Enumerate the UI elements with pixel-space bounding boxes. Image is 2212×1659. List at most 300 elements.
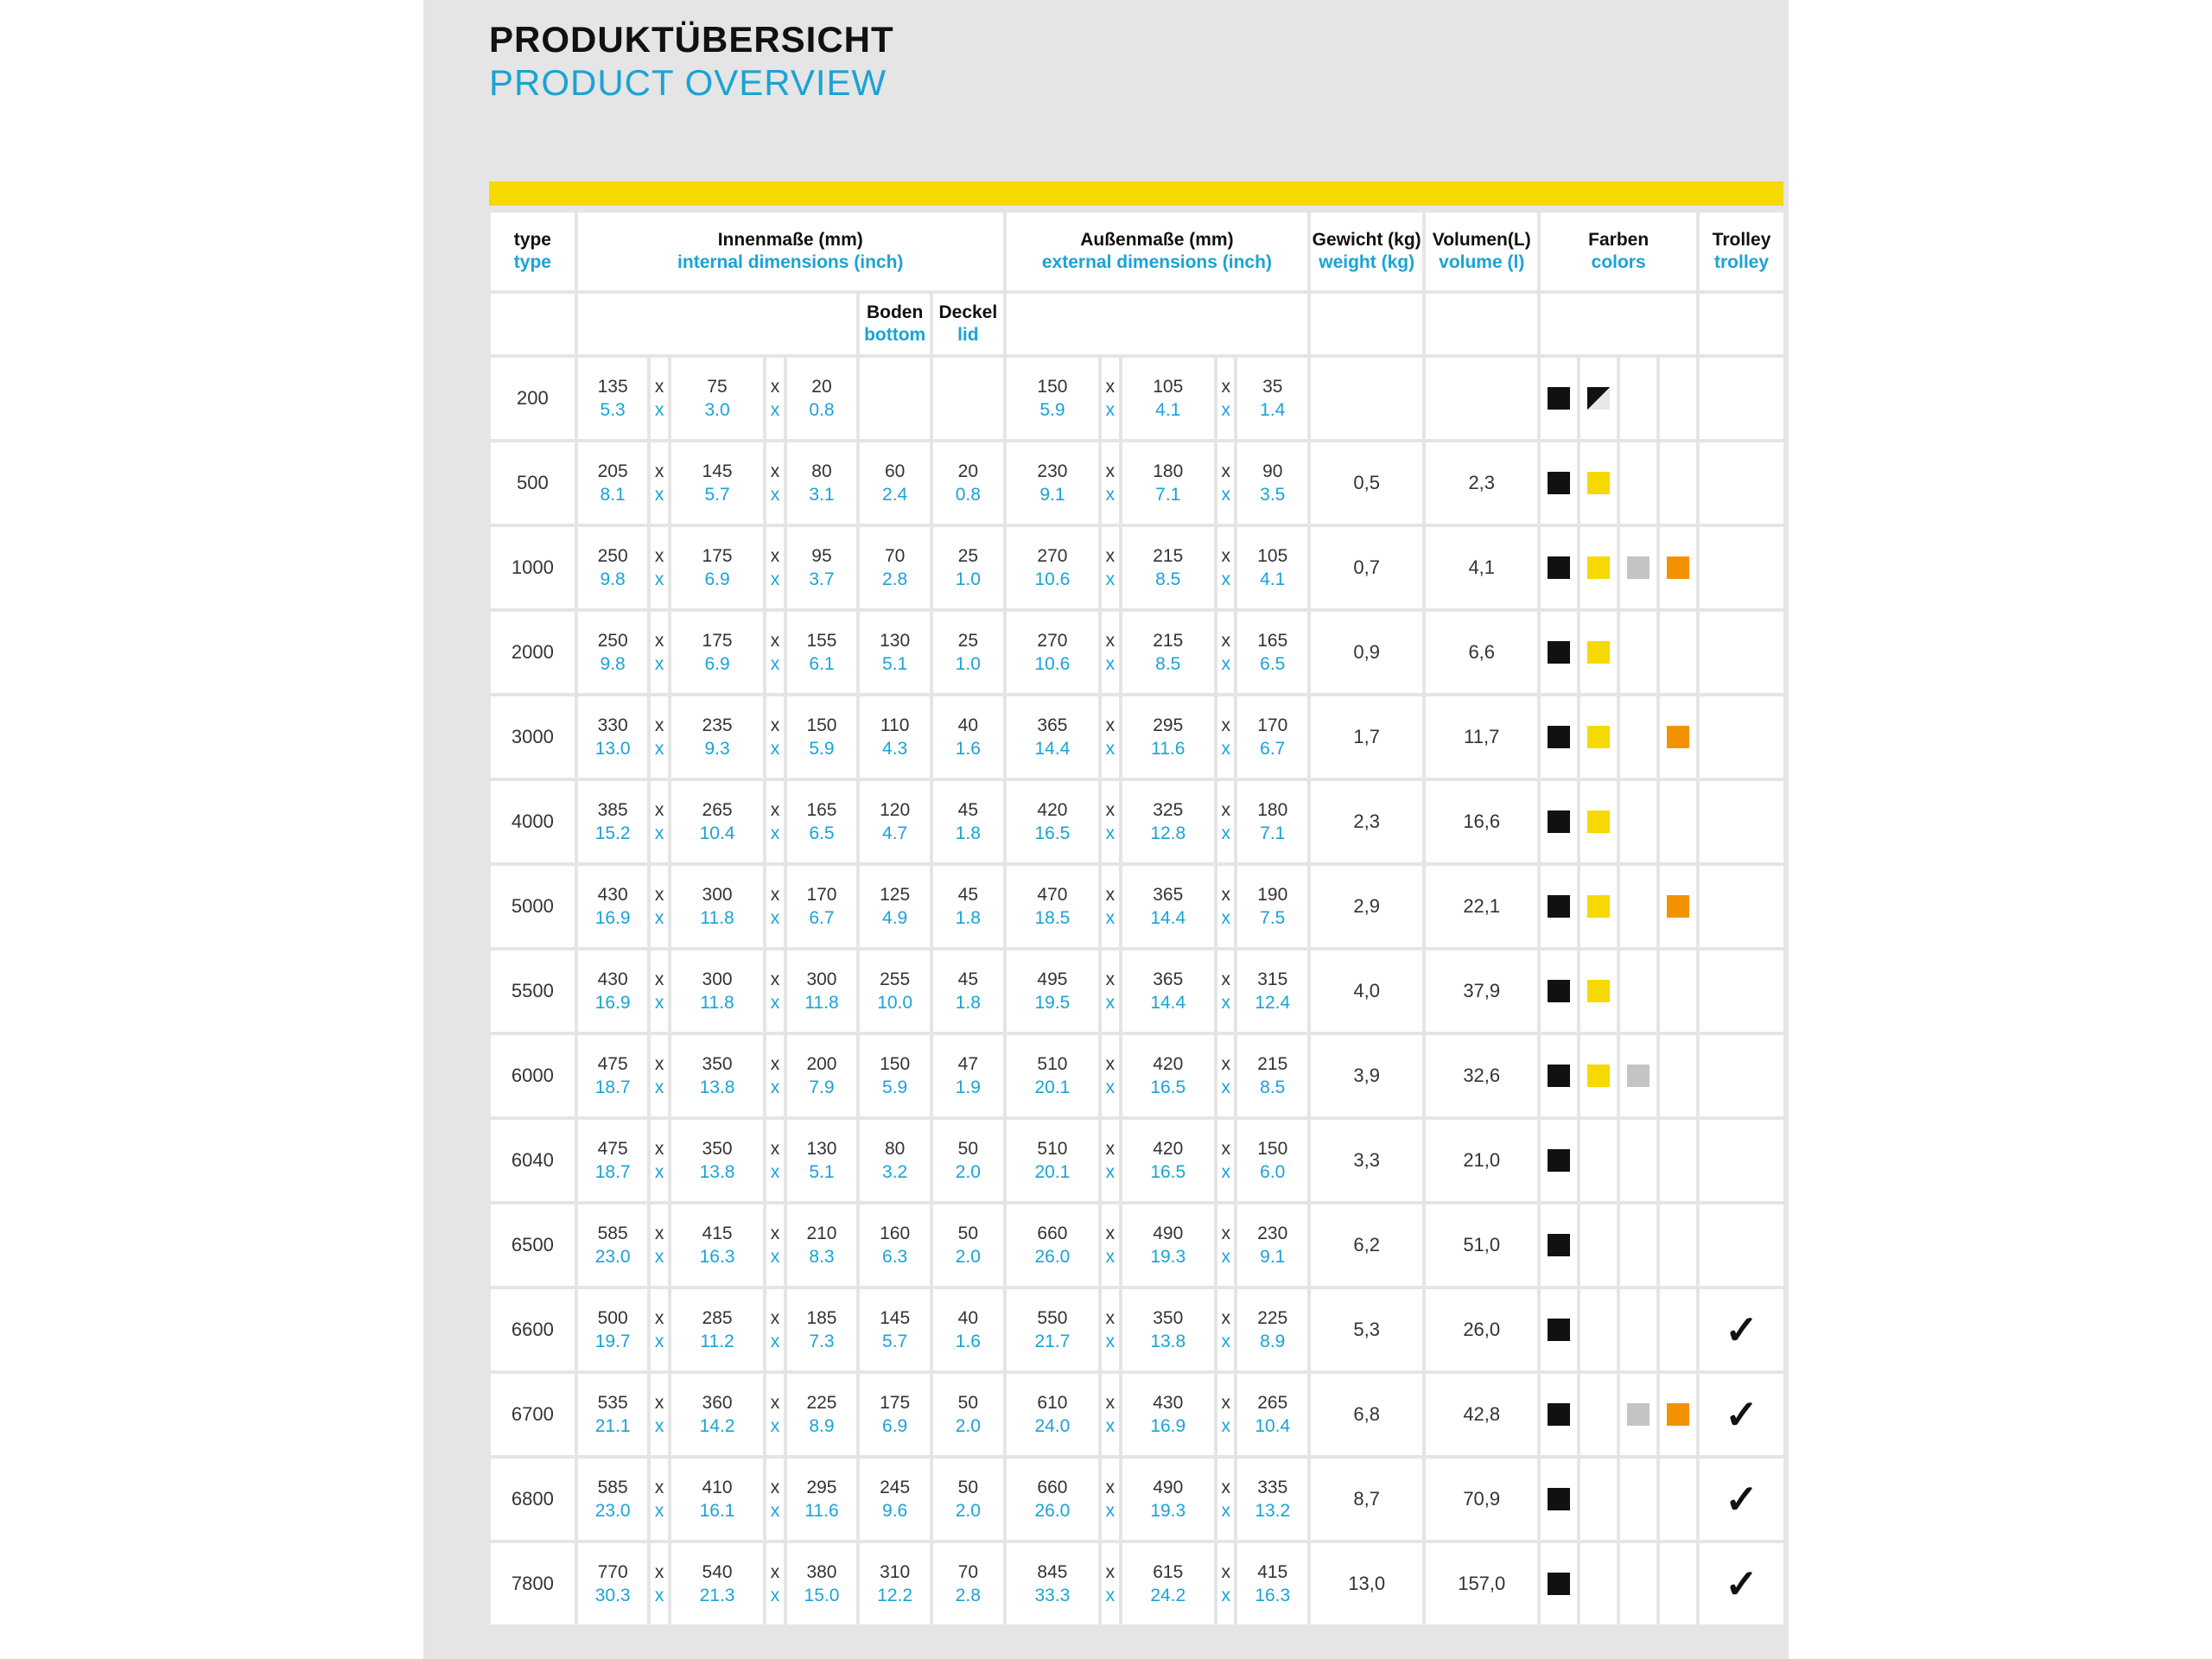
type-cell: 6040 [491, 1120, 575, 1201]
color-swatch-orange [1667, 556, 1689, 579]
table-row [491, 612, 1783, 693]
outer-height: 265 10.4 [1237, 1374, 1307, 1455]
table-row [491, 1120, 1783, 1201]
color-cell [1580, 1374, 1617, 1455]
inner-height: 200 7.9 [787, 1035, 857, 1116]
subheader-empty [1541, 294, 1696, 354]
inner-length: 250 9.8 [578, 612, 648, 693]
color-cell [1580, 1543, 1617, 1624]
color-cell [1541, 358, 1577, 439]
dimension-separator: x x [1102, 612, 1118, 693]
bottom-height: 130 5.1 [860, 612, 930, 693]
color-swatch-orange [1667, 726, 1689, 748]
outer-width: 180 7.1 [1122, 442, 1214, 524]
dimension-separator: x x [1217, 1205, 1234, 1286]
volume-cell: 22,1 [1426, 866, 1537, 947]
bottom-height: 80 3.2 [860, 1120, 930, 1201]
color-cell [1660, 781, 1696, 862]
inner-height: 130 5.1 [787, 1120, 857, 1201]
color-cell [1541, 1459, 1577, 1540]
inner-width: 285 11.2 [671, 1289, 763, 1370]
color-cell [1580, 696, 1617, 778]
check-icon: ✓ [1725, 1392, 1758, 1437]
trolley-cell [1700, 1374, 1783, 1455]
trolley-cell [1700, 1289, 1783, 1370]
color-cell [1541, 1205, 1577, 1286]
weight-cell: 0,9 [1311, 612, 1422, 693]
bottom-height: 310 12.2 [860, 1543, 930, 1624]
weight-cell: 2,3 [1311, 781, 1422, 862]
dimension-separator: x x [1102, 950, 1118, 1032]
inner-height: 150 5.9 [787, 696, 857, 778]
color-swatch-black [1548, 556, 1570, 579]
bottom-height: 70 2.8 [860, 527, 930, 608]
trolley-cell [1700, 1205, 1783, 1286]
color-cell [1620, 358, 1656, 439]
bottom-height: 175 6.9 [860, 1374, 930, 1455]
dimension-separator: x x [1102, 1543, 1118, 1624]
inner-width: 350 13.8 [671, 1035, 763, 1116]
color-cell [1580, 781, 1617, 862]
dimension-separator: x x [766, 442, 783, 524]
header-type: type type [491, 213, 575, 290]
outer-length: 610 24.0 [1007, 1374, 1098, 1455]
lid-height: 50 2.0 [933, 1374, 1003, 1455]
lid-height: 50 2.0 [933, 1205, 1003, 1286]
header-lid: Deckel lid [933, 294, 1003, 354]
inner-length: 330 13.0 [578, 696, 648, 778]
trolley-cell [1700, 442, 1783, 524]
color-cell [1660, 1035, 1696, 1116]
outer-length: 510 20.1 [1007, 1035, 1098, 1116]
weight-cell: 2,9 [1311, 866, 1422, 947]
inner-width: 350 13.8 [671, 1120, 763, 1201]
color-cell [1580, 612, 1617, 693]
color-swatch-black [1548, 387, 1570, 410]
bottom-height: 145 5.7 [860, 1289, 930, 1370]
inner-width: 540 21.3 [671, 1543, 763, 1624]
dimension-separator: x x [766, 1289, 783, 1370]
color-cell [1620, 696, 1656, 778]
type-cell: 6800 [491, 1459, 575, 1540]
inner-width: 235 9.3 [671, 696, 763, 778]
page-subtitle: PRODUCT OVERVIEW [489, 62, 887, 103]
weight-cell: 3,9 [1311, 1035, 1422, 1116]
outer-width: 295 11.6 [1122, 696, 1214, 778]
color-cell [1620, 1120, 1656, 1201]
color-cell [1620, 1459, 1656, 1540]
type-cell: 5500 [491, 950, 575, 1032]
volume-cell: 32,6 [1426, 1035, 1537, 1116]
dimension-separator: x x [766, 1035, 783, 1116]
color-cell [1660, 866, 1696, 947]
header-internal-dimensions: Innenmaße (mm) internal dimensions (inch) [578, 213, 1003, 290]
color-swatch-yellow [1587, 980, 1610, 1002]
color-swatch-orange [1667, 895, 1689, 918]
outer-height: 165 6.5 [1237, 612, 1307, 693]
dimension-separator: x x [766, 781, 783, 862]
inner-length: 475 18.7 [578, 1035, 648, 1116]
lid-height: 50 2.0 [933, 1459, 1003, 1540]
dimension-separator: x x [651, 527, 667, 608]
trolley-cell [1700, 696, 1783, 778]
dimension-separator: x x [1217, 1374, 1234, 1455]
color-swatch-yellow [1587, 641, 1610, 664]
check-icon: ✓ [1725, 1561, 1758, 1606]
dimension-separator: x x [1102, 527, 1118, 608]
lid-height: 45 1.8 [933, 866, 1003, 947]
color-swatch-black [1548, 980, 1570, 1002]
color-cell [1541, 866, 1577, 947]
outer-length: 660 26.0 [1007, 1205, 1098, 1286]
table-row [491, 781, 1783, 862]
color-cell [1660, 612, 1696, 693]
dimension-separator: x x [651, 781, 667, 862]
outer-length: 510 20.1 [1007, 1120, 1098, 1201]
color-cell [1580, 1035, 1617, 1116]
color-cell [1620, 1035, 1656, 1116]
color-swatch-black [1548, 1065, 1570, 1087]
dimension-separator: x x [1102, 1120, 1118, 1201]
dimension-separator: x x [1217, 1289, 1234, 1370]
inner-width: 300 11.8 [671, 950, 763, 1032]
color-swatch-yellow [1587, 472, 1610, 494]
outer-length: 845 33.3 [1007, 1543, 1098, 1624]
volume-cell: 6,6 [1426, 612, 1537, 693]
color-swatch-black [1548, 1149, 1570, 1172]
inner-length: 585 23.0 [578, 1459, 648, 1540]
inner-length: 500 19.7 [578, 1289, 648, 1370]
table-row [491, 1035, 1783, 1116]
header-colors: Farben colors [1541, 213, 1696, 290]
subheader-empty [578, 294, 857, 354]
dimension-separator: x x [1217, 527, 1234, 608]
dimension-separator: x x [1102, 442, 1118, 524]
lid-height: 25 1.0 [933, 527, 1003, 608]
type-cell: 6500 [491, 1205, 575, 1286]
dimension-separator: x x [1217, 866, 1234, 947]
page-title: PRODUKTÜBERSICHT [489, 19, 894, 60]
lid-height: 45 1.8 [933, 950, 1003, 1032]
inner-height: 80 3.1 [787, 442, 857, 524]
weight-cell: 5,3 [1311, 1289, 1422, 1370]
inner-height: 95 3.7 [787, 527, 857, 608]
bottom-height: 255 10.0 [860, 950, 930, 1032]
color-cell [1541, 1289, 1577, 1370]
color-swatch-yellow [1587, 1065, 1610, 1087]
trolley-cell [1700, 1120, 1783, 1201]
header-trolley: Trolley trolley [1700, 213, 1783, 290]
header-row [491, 213, 1783, 290]
trolley-cell [1700, 358, 1783, 439]
color-swatch-black [1548, 472, 1570, 494]
page-sheet [423, 0, 1789, 1659]
dimension-separator: x x [766, 612, 783, 693]
subheader-empty [1426, 294, 1537, 354]
color-cell [1660, 1120, 1696, 1201]
table-row [491, 696, 1783, 778]
bottom-height: 150 5.9 [860, 1035, 930, 1116]
outer-width: 350 13.8 [1122, 1289, 1214, 1370]
product-table [487, 209, 1787, 1628]
lid-height: 47 1.9 [933, 1035, 1003, 1116]
bottom-height: 125 4.9 [860, 866, 930, 947]
type-cell: 6600 [491, 1289, 575, 1370]
dimension-separator: x x [651, 1374, 667, 1455]
color-swatch-black [1548, 1234, 1570, 1256]
outer-width: 365 14.4 [1122, 866, 1214, 947]
weight-cell: 0,5 [1311, 442, 1422, 524]
color-cell [1541, 1120, 1577, 1201]
inner-length: 385 15.2 [578, 781, 648, 862]
inner-length: 770 30.3 [578, 1543, 648, 1624]
inner-width: 415 16.3 [671, 1205, 763, 1286]
dimension-separator: x x [651, 1543, 667, 1624]
dimension-separator: x x [766, 1459, 783, 1540]
color-cell [1620, 527, 1656, 608]
color-cell [1660, 950, 1696, 1032]
color-cell [1620, 1205, 1656, 1286]
weight-cell: 4,0 [1311, 950, 1422, 1032]
lid-height: 20 0.8 [933, 442, 1003, 524]
inner-length: 475 18.7 [578, 1120, 648, 1201]
outer-width: 490 19.3 [1122, 1205, 1214, 1286]
trolley-cell [1700, 1543, 1783, 1624]
outer-length: 270 10.6 [1007, 527, 1098, 608]
table-row [491, 442, 1783, 524]
outer-width: 215 8.5 [1122, 612, 1214, 693]
outer-height: 225 8.9 [1237, 1289, 1307, 1370]
outer-length: 150 5.9 [1007, 358, 1098, 439]
volume-cell: 16,6 [1426, 781, 1537, 862]
color-swatch-yellow [1587, 726, 1610, 748]
color-swatch-black-white [1587, 387, 1610, 410]
lid-height: 50 2.0 [933, 1120, 1003, 1201]
dimension-separator: x x [1102, 1205, 1118, 1286]
color-cell [1580, 1205, 1617, 1286]
outer-length: 420 16.5 [1007, 781, 1098, 862]
subheader-empty [491, 294, 575, 354]
volume-cell: 26,0 [1426, 1289, 1537, 1370]
outer-height: 170 6.7 [1237, 696, 1307, 778]
volume-cell: 4,1 [1426, 527, 1537, 608]
color-cell [1660, 527, 1696, 608]
dimension-separator: x x [1102, 1035, 1118, 1116]
color-cell [1660, 442, 1696, 524]
dimension-separator: x x [1217, 358, 1234, 439]
dimension-separator: x x [1102, 1374, 1118, 1455]
color-cell [1660, 1205, 1696, 1286]
weight-cell: 8,7 [1311, 1459, 1422, 1540]
bottom-height: 160 6.3 [860, 1205, 930, 1286]
volume-cell: 37,9 [1426, 950, 1537, 1032]
header-volume: Volumen(L) volume (l) [1426, 213, 1537, 290]
inner-width: 145 5.7 [671, 442, 763, 524]
volume-cell: 2,3 [1426, 442, 1537, 524]
volume-cell [1426, 358, 1537, 439]
color-cell [1541, 612, 1577, 693]
dimension-separator: x x [651, 1459, 667, 1540]
dimension-separator: x x [1102, 866, 1118, 947]
dimension-separator: x x [651, 696, 667, 778]
inner-length: 250 9.8 [578, 527, 648, 608]
color-cell [1541, 442, 1577, 524]
color-swatch-black [1548, 1488, 1570, 1510]
table-row [491, 950, 1783, 1032]
lid-height: 45 1.8 [933, 781, 1003, 862]
bottom-height: 120 4.7 [860, 781, 930, 862]
color-swatch-grey [1627, 1065, 1649, 1087]
lid-height: 40 1.6 [933, 1289, 1003, 1370]
dimension-separator: x x [651, 1289, 667, 1370]
dimension-separator: x x [1217, 696, 1234, 778]
color-cell [1580, 1289, 1617, 1370]
weight-cell: 1,7 [1311, 696, 1422, 778]
color-cell [1620, 1289, 1656, 1370]
trolley-cell [1700, 781, 1783, 862]
color-cell [1660, 1459, 1696, 1540]
type-cell: 3000 [491, 696, 575, 778]
lid-height: 40 1.6 [933, 696, 1003, 778]
color-cell [1660, 696, 1696, 778]
outer-height: 415 16.3 [1237, 1543, 1307, 1624]
volume-cell: 70,9 [1426, 1459, 1537, 1540]
inner-height: 225 8.9 [787, 1374, 857, 1455]
dimension-separator: x x [1102, 696, 1118, 778]
dimension-separator: x x [651, 1120, 667, 1201]
color-cell [1541, 1035, 1577, 1116]
table-row [491, 1543, 1783, 1624]
dimension-separator: x x [651, 1205, 667, 1286]
weight-cell: 0,7 [1311, 527, 1422, 608]
dimension-separator: x x [766, 1374, 783, 1455]
color-cell [1660, 1374, 1696, 1455]
color-cell [1620, 1543, 1656, 1624]
color-cell [1620, 781, 1656, 862]
dimension-separator: x x [766, 950, 783, 1032]
yellow-accent-bar [489, 181, 1783, 206]
dimension-separator: x x [651, 950, 667, 1032]
trolley-cell [1700, 527, 1783, 608]
header-external-dimensions: Außenmaße (mm) external dimensions (inch) [1007, 213, 1307, 290]
weight-cell: 6,8 [1311, 1374, 1422, 1455]
dimension-separator: x x [1217, 1035, 1234, 1116]
weight-cell: 13,0 [1311, 1543, 1422, 1624]
outer-length: 660 26.0 [1007, 1459, 1098, 1540]
type-cell: 1000 [491, 527, 575, 608]
subheader-empty [1700, 294, 1783, 354]
color-swatch-black [1548, 895, 1570, 918]
inner-width: 410 16.1 [671, 1459, 763, 1540]
color-swatch-black [1548, 810, 1570, 833]
color-cell [1620, 866, 1656, 947]
color-cell [1580, 1459, 1617, 1540]
color-cell [1580, 866, 1617, 947]
outer-width: 615 24.2 [1122, 1543, 1214, 1624]
outer-height: 230 9.1 [1237, 1205, 1307, 1286]
dimension-separator: x x [1102, 1459, 1118, 1540]
color-cell [1660, 1289, 1696, 1370]
color-cell [1620, 950, 1656, 1032]
weight-cell [1311, 358, 1422, 439]
table-row [491, 866, 1783, 947]
color-cell [1541, 1374, 1577, 1455]
dimension-separator: x x [766, 358, 783, 439]
subheader-empty [1311, 294, 1422, 354]
outer-height: 90 3.5 [1237, 442, 1307, 524]
dimension-separator: x x [651, 866, 667, 947]
inner-width: 300 11.8 [671, 866, 763, 947]
volume-cell: 11,7 [1426, 696, 1537, 778]
volume-cell: 157,0 [1426, 1543, 1537, 1624]
header-weight: Gewicht (kg) weight (kg) [1311, 213, 1422, 290]
type-cell: 4000 [491, 781, 575, 862]
color-cell [1541, 781, 1577, 862]
outer-length: 230 9.1 [1007, 442, 1098, 524]
trolley-cell [1700, 866, 1783, 947]
color-swatch-yellow [1587, 556, 1610, 579]
dimension-separator: x x [766, 1120, 783, 1201]
volume-cell: 51,0 [1426, 1205, 1537, 1286]
color-cell [1541, 950, 1577, 1032]
inner-width: 175 6.9 [671, 612, 763, 693]
inner-length: 585 23.0 [578, 1205, 648, 1286]
outer-width: 430 16.9 [1122, 1374, 1214, 1455]
outer-length: 365 14.4 [1007, 696, 1098, 778]
color-cell [1660, 1543, 1696, 1624]
volume-cell: 42,8 [1426, 1374, 1537, 1455]
header-bottom: Boden bottom [860, 294, 930, 354]
dimension-separator: x x [1217, 1543, 1234, 1624]
bottom-height: 245 9.6 [860, 1459, 930, 1540]
trolley-cell [1700, 1459, 1783, 1540]
outer-width: 490 19.3 [1122, 1459, 1214, 1540]
inner-length: 535 21.1 [578, 1374, 648, 1455]
outer-width: 325 12.8 [1122, 781, 1214, 862]
inner-width: 75 3.0 [671, 358, 763, 439]
dimension-separator: x x [1102, 1289, 1118, 1370]
inner-height: 165 6.5 [787, 781, 857, 862]
outer-length: 550 21.7 [1007, 1289, 1098, 1370]
color-cell [1580, 358, 1617, 439]
subheader-row [491, 294, 1783, 354]
color-cell [1541, 527, 1577, 608]
inner-width: 360 14.2 [671, 1374, 763, 1455]
trolley-cell [1700, 612, 1783, 693]
bottom-height: 60 2.4 [860, 442, 930, 524]
inner-height: 210 8.3 [787, 1205, 857, 1286]
color-cell [1620, 612, 1656, 693]
color-swatch-black [1548, 1403, 1570, 1426]
table-row [491, 1205, 1783, 1286]
dimension-separator: x x [766, 1205, 783, 1286]
subheader-empty [1007, 294, 1307, 354]
outer-length: 470 18.5 [1007, 866, 1098, 947]
outer-width: 420 16.5 [1122, 1035, 1214, 1116]
type-cell: 6700 [491, 1374, 575, 1455]
table-row [491, 527, 1783, 608]
table-body [491, 213, 1783, 1624]
color-cell [1580, 950, 1617, 1032]
color-swatch-black [1548, 726, 1570, 748]
inner-width: 265 10.4 [671, 781, 763, 862]
inner-height: 20 0.8 [787, 358, 857, 439]
outer-width: 105 4.1 [1122, 358, 1214, 439]
check-icon: ✓ [1725, 1477, 1758, 1522]
outer-width: 365 14.4 [1122, 950, 1214, 1032]
color-swatch-black [1548, 1319, 1570, 1341]
color-swatch-orange [1667, 1403, 1689, 1426]
